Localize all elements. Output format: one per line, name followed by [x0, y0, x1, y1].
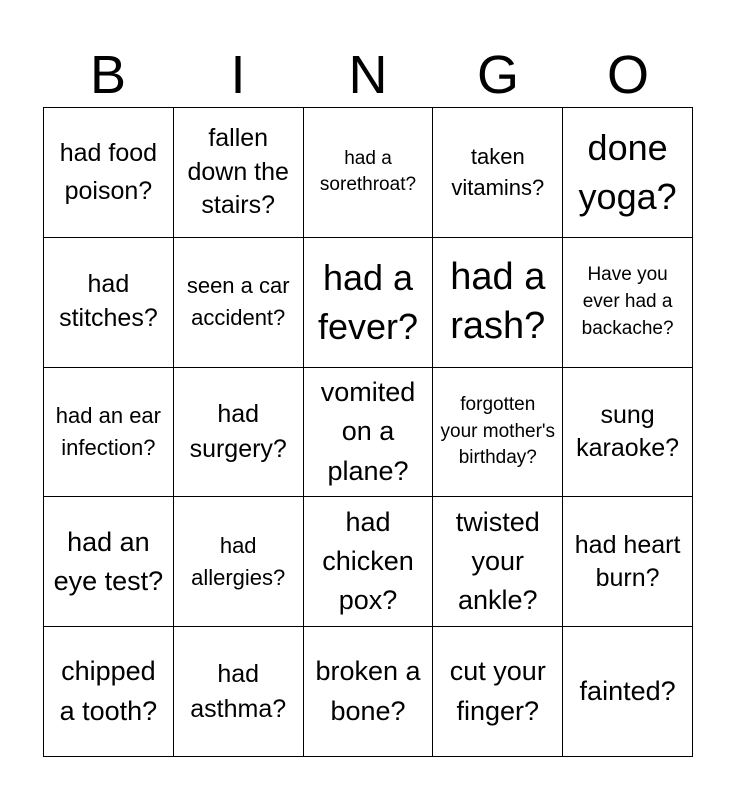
cell-text: had surgery? — [189, 399, 287, 463]
bingo-cell[interactable] — [563, 627, 693, 757]
bingo-cell[interactable] — [563, 497, 693, 627]
bingo-cell[interactable] — [304, 108, 434, 238]
bingo-cell[interactable] — [304, 627, 434, 757]
cell-text: had stitches? — [59, 270, 158, 333]
bingo-cell[interactable] — [174, 497, 304, 627]
cell-text: had a sorethroat? — [319, 147, 417, 196]
bingo-cell[interactable] — [44, 627, 174, 757]
cell-text: chipped a tooth? — [59, 656, 158, 726]
bingo-cell[interactable] — [174, 108, 304, 238]
bingo-cell[interactable] — [304, 497, 434, 627]
cell-text: fainted? — [579, 676, 676, 707]
cell-text: had an eye test? — [53, 526, 164, 596]
cell-text: done yoga? — [578, 126, 677, 218]
cell-text: broken a bone? — [315, 656, 421, 726]
cell-text: cut your finger? — [449, 656, 546, 726]
cell-text: vomited on a plane? — [320, 377, 416, 486]
cell-text: fallen down the stairs? — [187, 123, 289, 220]
bingo-cell[interactable] — [563, 108, 693, 238]
bingo-grid — [43, 107, 693, 757]
header-letter-g: G — [476, 45, 519, 105]
header-letter-b: B — [89, 45, 127, 105]
bingo-cell[interactable] — [44, 108, 174, 238]
cell-text: had a fever? — [317, 256, 419, 348]
cell-text: forgotten your mother's birthday? — [440, 393, 556, 469]
bingo-cell[interactable] — [44, 238, 174, 368]
cell-text: had allergies? — [191, 532, 286, 590]
cell-text: had food poison? — [59, 138, 158, 206]
bingo-cell[interactable] — [433, 108, 563, 238]
cell-text: seen a car accident? — [186, 273, 290, 331]
bingo-cell[interactable] — [433, 627, 563, 757]
bingo-cell[interactable] — [563, 238, 693, 368]
header-letter-i: I — [230, 45, 246, 105]
bingo-header — [43, 42, 693, 108]
cell-text: taken vitamins? — [451, 143, 545, 201]
cell-text: had chicken pox? — [322, 507, 414, 616]
bingo-cell[interactable] — [433, 497, 563, 627]
cell-text: had a rash? — [450, 255, 546, 348]
cell-text: had heartburn? — [574, 531, 681, 592]
bingo-cell[interactable] — [304, 238, 434, 368]
bingo-cell[interactable] — [44, 368, 174, 498]
cell-text: twisted your ankle? — [455, 507, 540, 616]
header-letter-o: O — [606, 45, 649, 105]
cell-text: had asthma? — [190, 659, 287, 723]
bingo-cell[interactable] — [433, 238, 563, 368]
header-letter-n: N — [348, 45, 388, 105]
bingo-cell[interactable] — [304, 368, 434, 498]
cell-text: had an ear infection? — [55, 403, 161, 460]
bingo-cell[interactable] — [433, 368, 563, 498]
bingo-cell[interactable] — [563, 368, 693, 498]
cell-text: Have you ever had a backache? — [581, 263, 674, 339]
bingo-cell[interactable] — [174, 627, 304, 757]
bingo-cell[interactable] — [174, 238, 304, 368]
bingo-cell[interactable] — [44, 497, 174, 627]
bingo-cell[interactable] — [174, 368, 304, 498]
cell-text: sung karaoke? — [576, 401, 680, 462]
